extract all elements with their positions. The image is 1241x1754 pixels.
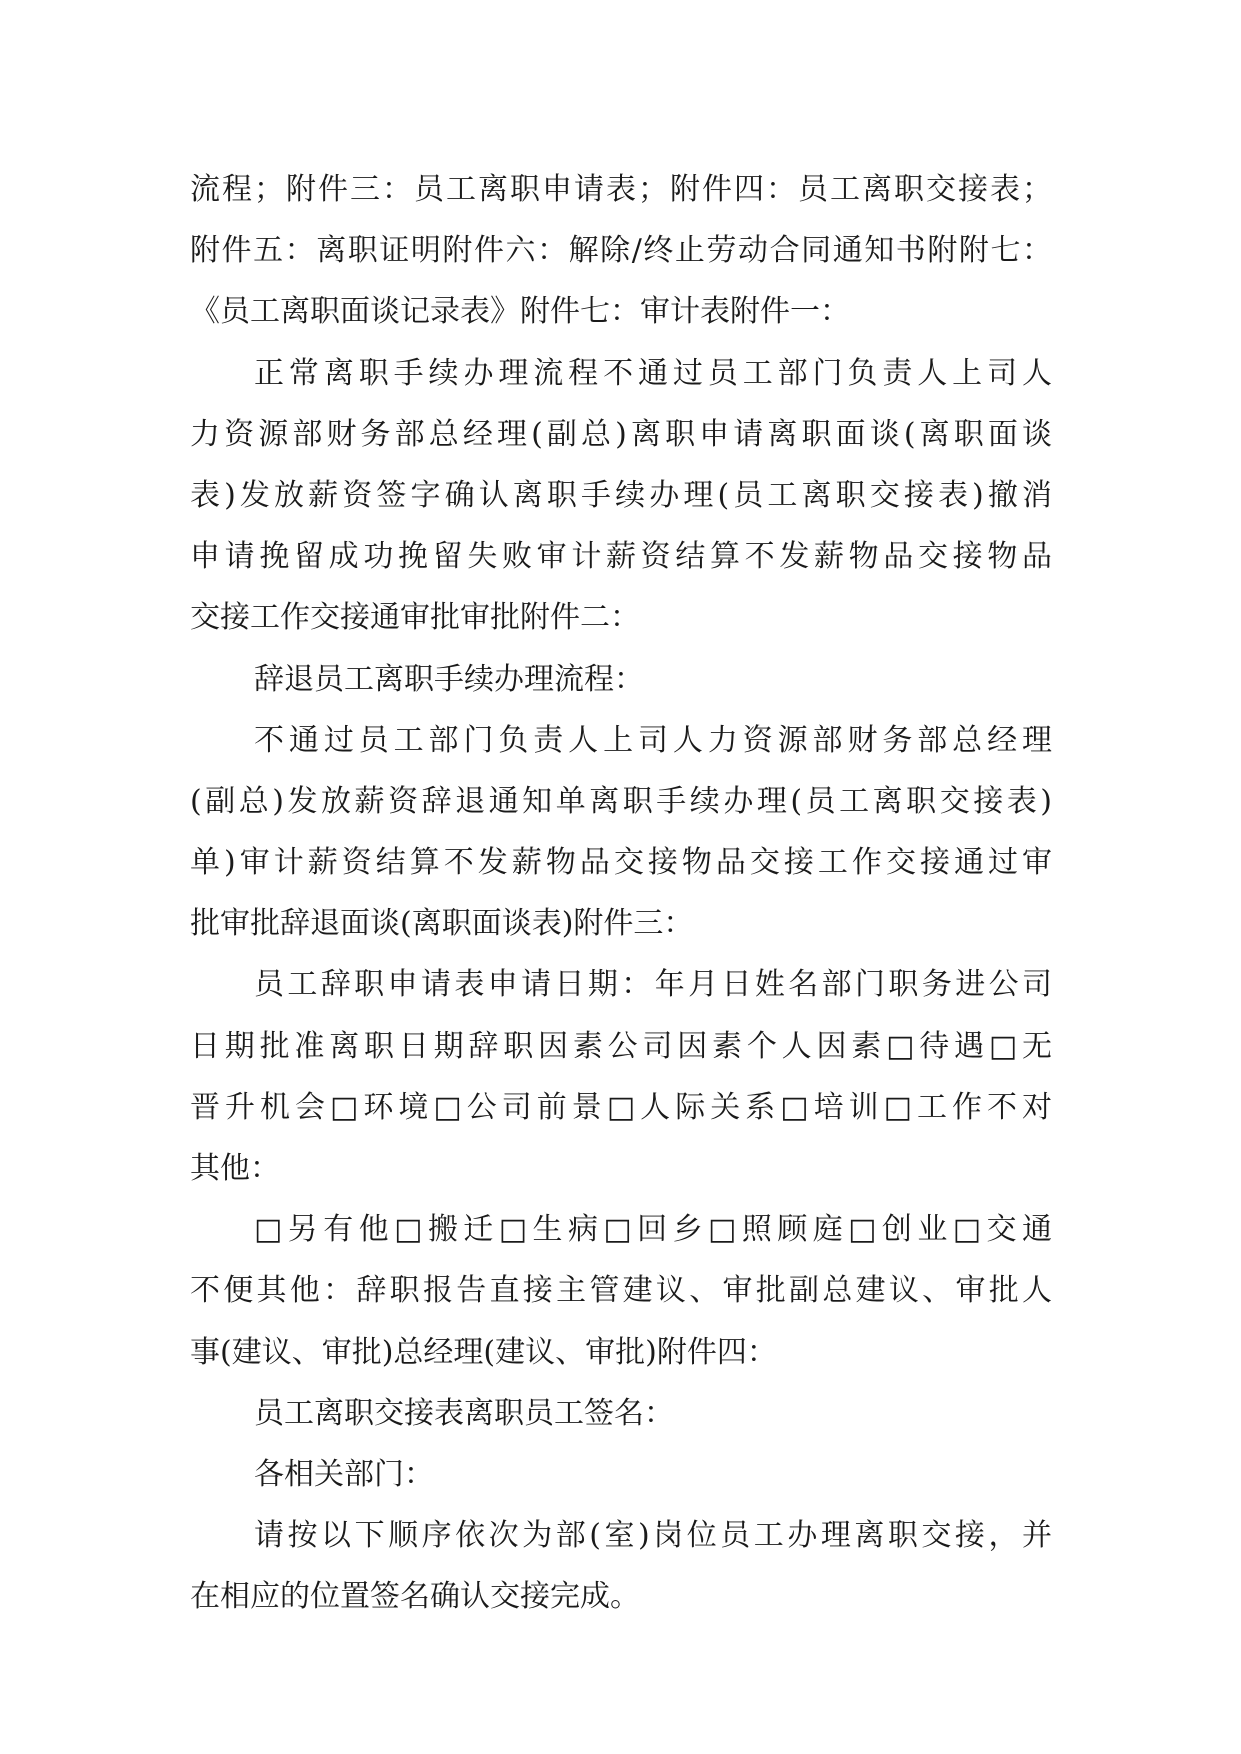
paragraph-line: 事(建议、审批)总经理(建议、审批)附件四： (190, 1334, 777, 1370)
paragraph-line: (副总)发放薪资辞退通知单离职手续办理(员工离职交接表) (190, 783, 1052, 819)
paragraph-line: 申请挽留成功挽留失败审计薪资结算不发薪物品交接物品 (190, 539, 1052, 575)
paragraph-line: 辞退员工离职手续办理流程： (254, 661, 644, 697)
paragraph-line: 不便其他：辞职报告直接主管建议、审批副总建议、审批人 (190, 1273, 1052, 1309)
paragraph-line: 流程；附件三：员工离职申请表；附件四：员工离职交接表； (190, 172, 1052, 207)
paragraph-line: 晋升机会□环境□公司前景□人际关系□培训□工作不对 (190, 1089, 1052, 1125)
paragraph-line: 各相关部门： (254, 1456, 434, 1492)
paragraph-line: 正常离职手续办理流程不通过员工部门负责人上司人 (254, 355, 1052, 391)
paragraph-line: 单)审计薪资结算不发薪物品交接物品交接工作交接通过审 (190, 845, 1052, 881)
paragraph-line: 《员工离职面谈记录表》附件七：审计表附件一： (190, 294, 850, 330)
paragraph-line: 力资源部财务部总经理(副总)离职申请离职面谈(离职面谈 (190, 416, 1052, 452)
paragraph-line: 日期批准离职日期辞职因素公司因素个人因素□待遇□无 (190, 1028, 1052, 1064)
paragraph-line: 附件五：离职证明附件六：解除/终止劳动合同通知书附附七： (190, 233, 1052, 269)
paragraph-line: 在相应的位置签名确认交接完成。 (190, 1579, 640, 1615)
paragraph-line: 不通过员工部门负责人上司人力资源部财务部总经理 (254, 722, 1052, 758)
document-body (190, 159, 1052, 1628)
paragraph-line: 交接工作交接通审批审批附件二： (190, 600, 640, 636)
paragraph-line: 请按以下顺序依次为部(室)岗位员工办理离职交接，并 (254, 1518, 1052, 1554)
paragraph-line: □另有他□搬迁□生病□回乡□照顾庭□创业□交通 (254, 1212, 1052, 1248)
paragraph-line: 员工离职交接表离职员工签名： (254, 1395, 674, 1431)
paragraph-line: 员工辞职申请表申请日期：年月日姓名部门职务进公司 (254, 967, 1052, 1003)
paragraph-line: 表)发放薪资签字确认离职手续办理(员工离职交接表)撤消 (190, 477, 1052, 513)
paragraph-line: 批审批辞退面谈(离职面谈表)附件三： (190, 906, 694, 942)
paragraph-line: 其他： (190, 1151, 280, 1186)
